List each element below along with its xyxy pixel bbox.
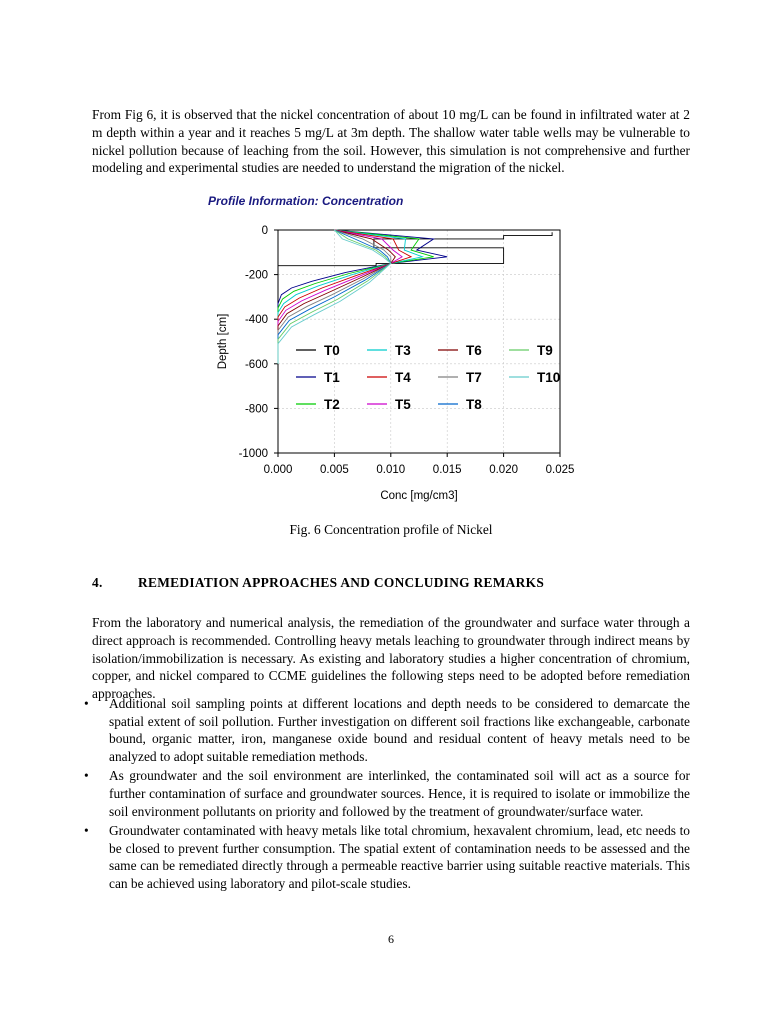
section-number: 4. bbox=[92, 575, 103, 590]
y-tick-label: -1000 bbox=[238, 448, 268, 460]
figure-caption: Fig. 6 Concentration profile of Nickel bbox=[289, 522, 493, 537]
legend-label: T2 bbox=[324, 397, 340, 412]
chart-svg bbox=[200, 188, 590, 508]
legend-label: T8 bbox=[466, 397, 482, 412]
y-tick-label: -400 bbox=[244, 314, 268, 327]
page-number: 6 bbox=[388, 932, 394, 946]
x-axis-label: Conc [mg/cm3] bbox=[380, 490, 458, 502]
y-axis-label: Depth [cm] bbox=[217, 313, 229, 370]
series-line bbox=[278, 230, 411, 364]
concentration-profile-chart bbox=[200, 188, 590, 508]
list-item bbox=[82, 767, 690, 820]
legend-label: T9 bbox=[537, 343, 553, 358]
section-title: REMEDIATION APPROACHES AND CONCLUDING REMARKS bbox=[138, 575, 545, 590]
series-line bbox=[278, 232, 552, 364]
list-item-text: Additional soil sampling points at different locations and depth needs to be considered to demarcate the spatial extent of soil pollution. Further investigation on different soil fractions like exchangeable, carbonate bound, organic matter, iron, manganese oxide bound and residual content of heavy metals need to be analyzed to adopt suitable remediation methods. bbox=[109, 696, 690, 764]
x-tick-label: 0.005 bbox=[320, 464, 349, 476]
bullet-icon: • bbox=[84, 768, 89, 784]
x-tick-label: 0.020 bbox=[489, 464, 518, 476]
legend-label: T3 bbox=[395, 343, 411, 358]
y-tick-label: -800 bbox=[244, 403, 268, 416]
legend-label: T6 bbox=[466, 343, 482, 358]
legend-label: T10 bbox=[537, 370, 561, 385]
recommendation-list bbox=[82, 695, 690, 895]
series-line bbox=[278, 230, 447, 364]
x-tick-label: 0.025 bbox=[545, 464, 575, 476]
legend-label: T5 bbox=[395, 397, 411, 412]
section-heading bbox=[92, 575, 544, 591]
intro-paragraph: From Fig 6, it is observed that the nickel concentration of about 10 mg/L can be found in infiltrated water at 2 m depth within a year and it reaches 5 mg/L at 3m depth. The shallow water table wells may be vulnerable to nickel pollution because of leaching from the soil. However, this simulation is not comprehensive and further modeling and experimental studies are needed to understand the migration of the nickel. bbox=[92, 107, 690, 176]
x-tick-label: 0.015 bbox=[432, 464, 462, 476]
bullet-icon: • bbox=[84, 823, 89, 839]
x-tick-label: 0.000 bbox=[263, 464, 293, 476]
chart-title: Profile Information: Concentration bbox=[208, 194, 404, 208]
y-tick-label: 0 bbox=[261, 225, 268, 237]
remediation-paragraph: From the laboratory and numerical analysis, the remediation of the groundwater and surface water through a direct approach is recommended. Controlling heavy metals leaching to groundwater through indirect means by isolation/immobilization is necessary. As existing and laboratory studies a higher concentration of chromium, copper, and nickel compared to CCME guidelines the following steps need to be adopted before remediation approaches. bbox=[92, 615, 690, 701]
list-item bbox=[82, 822, 690, 892]
bullet-icon: • bbox=[84, 696, 89, 711]
legend-label: T0 bbox=[324, 343, 340, 358]
list-item bbox=[82, 695, 690, 765]
y-tick-label: -200 bbox=[244, 269, 268, 282]
x-tick-label: 0.010 bbox=[376, 464, 406, 476]
list-item-text: As groundwater and the soil environment are interlinked, the contaminated soil will act as a source for further contamination of surface and groundwater sources. Hence, it is required to isolate or immobilize the soil environment pollutants on priority and followed by the treatment of groundwater/surface water. bbox=[109, 768, 690, 819]
list-item-text: Groundwater contaminated with heavy metals like total chromium, hexavalent chromium, lead, etc needs to be closed to prevent further consumption. The spatial extent of contamination needs to be assessed and the same can be remediated directly through a permeable reactive barrier using suitable reactive materials. This can be achieved using laboratory and pilot-scale studies. bbox=[109, 823, 690, 891]
legend-label: T7 bbox=[466, 370, 482, 385]
y-tick-label: -600 bbox=[244, 358, 268, 371]
legend-label: T1 bbox=[324, 370, 340, 385]
legend-label: T4 bbox=[395, 370, 411, 385]
